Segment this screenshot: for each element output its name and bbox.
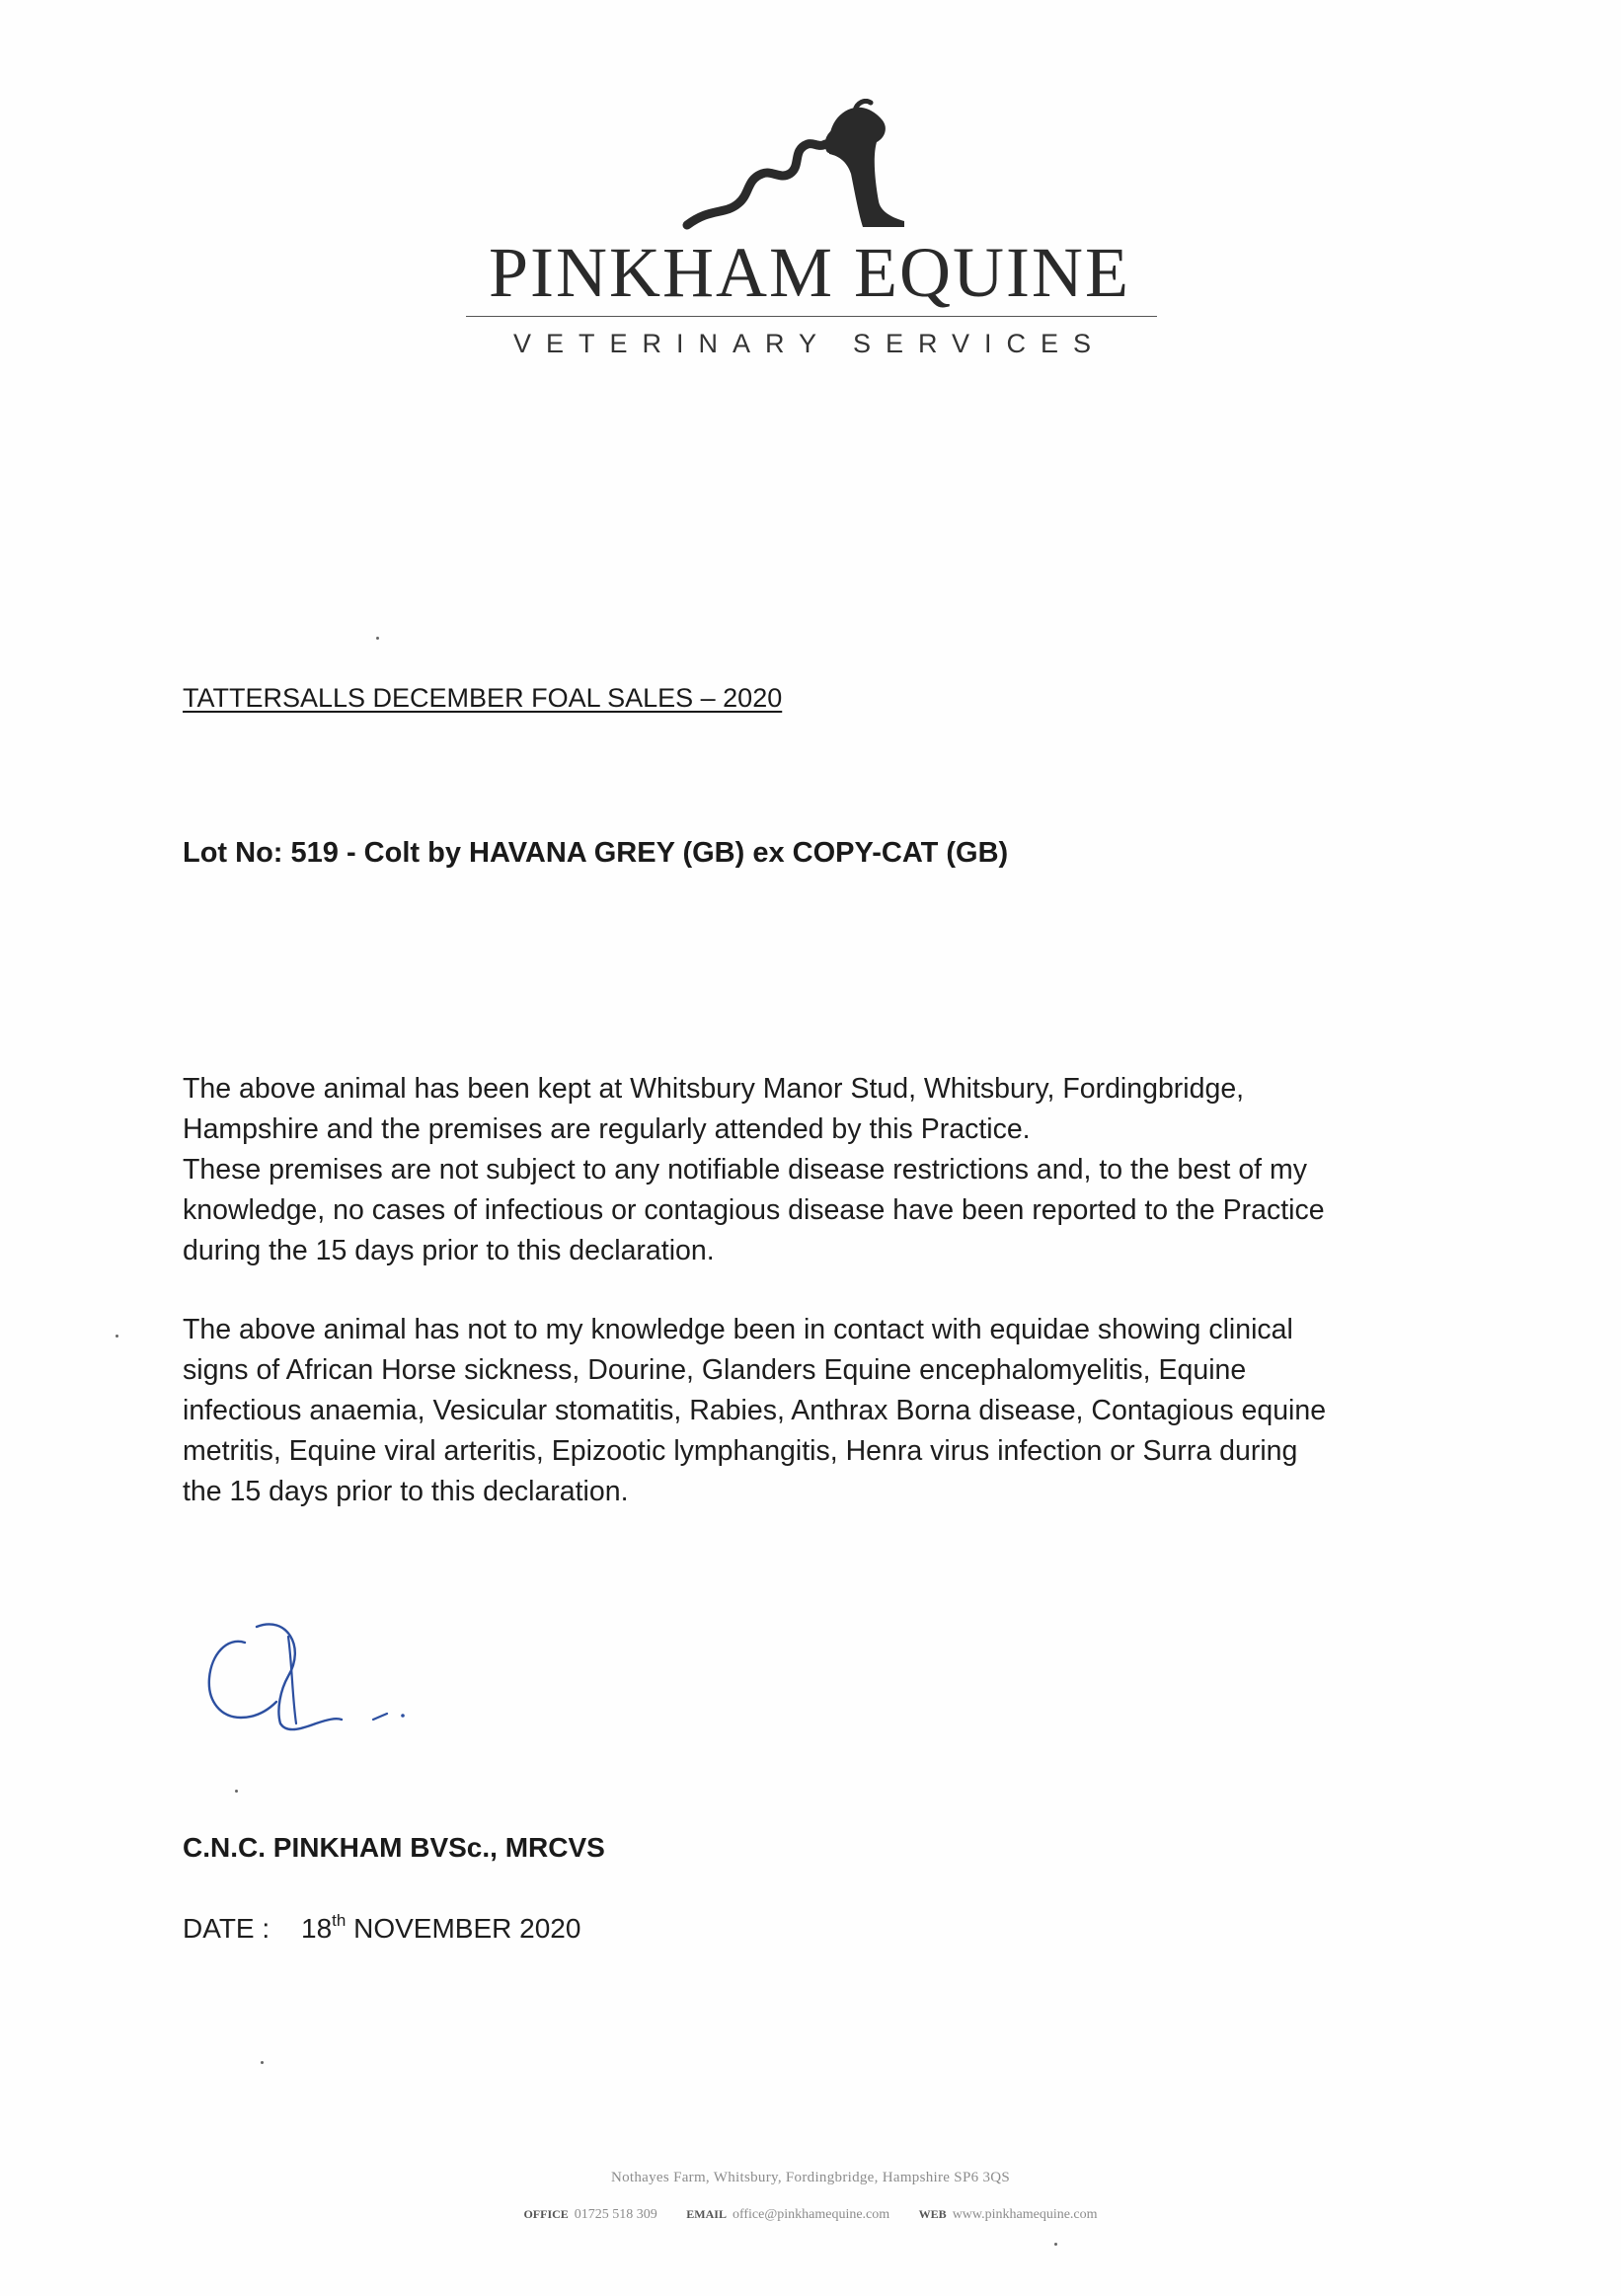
paragraph-premises [183, 1069, 1456, 1271]
paragraph-line: metritis, Equine viral arteritis, Epizootic lymphangitis, Henra virus infection or Surra during [183, 1435, 1298, 1467]
scan-speck [1054, 2243, 1057, 2246]
date-label: DATE : [183, 1913, 270, 1944]
paragraph-contact-declaration [183, 1310, 1456, 1512]
paragraph-line: infectious anaemia, Vesicular stomatitis, Rabies, Anthrax Borna disease, Contagious equine [183, 1395, 1327, 1426]
footer-email-label: EMAIL [686, 2207, 727, 2221]
paragraph-line: during the 15 days prior to this declaration. [183, 1235, 715, 1266]
scan-speck [261, 2061, 264, 2064]
date-day: 18 [301, 1913, 333, 1944]
scan-speck [376, 637, 379, 640]
footer-web-label: WEB [918, 2207, 947, 2221]
footer-office-label: OFFICE [523, 2207, 569, 2221]
date-line [183, 1913, 580, 1945]
footer-address: Nothayes Farm, Whitsbury, Fordingbridge, Hampshire SP6 3QS [610, 2170, 1011, 2185]
footer-email-value: office@pinkhamequine.com [732, 2207, 890, 2222]
brand-name: PINKHAM EQUINE [489, 233, 1130, 312]
footer-web-value: www.pinkhamequine.com [952, 2207, 1098, 2222]
paragraph-line: The above animal has not to my knowledge been in contact with equidae showing clinical [183, 1314, 1293, 1345]
paragraph-line: the 15 days prior to this declaration. [183, 1476, 629, 1507]
horse-head-logo-icon [681, 99, 908, 237]
scan-speck [235, 1790, 238, 1793]
footer-contact [296, 2207, 1325, 2223]
paragraph-line: Hampshire and the premises are regularly attended by this Practice. [183, 1113, 1031, 1145]
document-heading: TATTERSALLS DECEMBER FOAL SALES – 2020 [183, 683, 783, 713]
paragraph-line: These premises are not subject to any notifiable disease restrictions and, to the best of my [183, 1154, 1308, 1186]
signatory-name: C.N.C. PINKHAM BVSc., MRCVS [183, 1832, 605, 1863]
scan-speck [116, 1335, 118, 1338]
handwritten-signature [197, 1607, 425, 1755]
lot-line: Lot No: 519 - Colt by HAVANA GREY (GB) ex COPY-CAT (GB) [183, 837, 1009, 869]
brand-subtitle: VETERINARY SERVICES [512, 329, 1107, 358]
brand-divider [466, 316, 1157, 317]
paragraph-line: knowledge, no cases of infectious or contagious disease have been reported to the Practice [183, 1194, 1325, 1226]
date-day-suffix: th [332, 1911, 347, 1930]
date-month-year: NOVEMBER 2020 [353, 1913, 581, 1944]
footer-office-value: 01725 518 309 [574, 2207, 657, 2222]
paragraph-line: The above animal has been kept at Whitsbury Manor Stud, Whitsbury, Fordingbridge, [183, 1073, 1245, 1105]
paragraph-line: signs of African Horse sickness, Dourine, Glanders Equine encephalomyelitis, Equine [183, 1354, 1247, 1386]
